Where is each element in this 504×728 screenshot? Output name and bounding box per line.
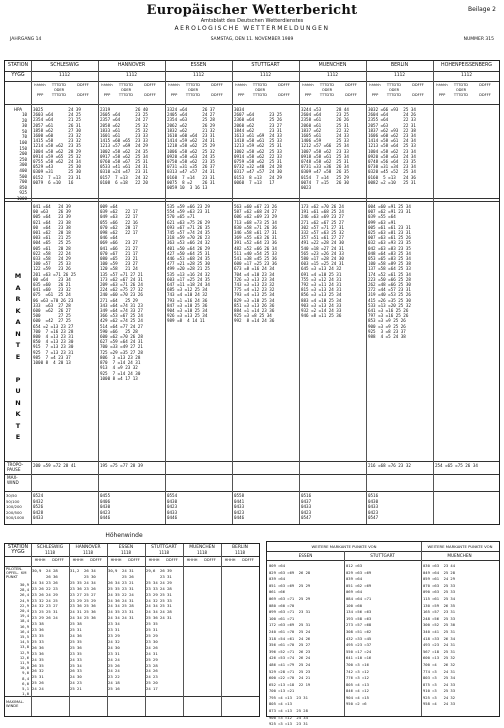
lower-left-table [4,543,260,717]
col-head-oder: ODER [388,88,400,92]
lower-col-b: DDFFF [52,558,64,562]
col-head-ddfff: DDFFF [345,83,357,87]
right-station-name: MUENCHEN [447,553,472,558]
table-rule [5,104,499,105]
lower-station-name: BERLIN [232,545,248,550]
hpa-level: 150 [19,145,27,151]
col-head-hhhhh: hhhhh [302,83,314,87]
col-head-tttdtd2: TTTDTD [319,93,335,97]
lower-station-data: 29,6 26 39 23 31 25 34 24 29 23 33 24 28 23 29 25 31 24 32 25 33 24 34 25 31 24 34 24 28 25 36 24 31 25 35 25 31 25 29 23 30 24 26 24 31 25 29 23 28 24 26 24 23 25 20 24 17 [146,568,172,692]
hpa-level: 10 [21,112,27,117]
station-shear: 0455 0406 0430 0423 0446 [100,493,111,521]
lower-col-b: DDFFF [128,558,140,562]
col-head-ddfff: DDFFF [278,83,290,87]
col-head-ddfff2: DDFFF [479,93,491,97]
marks-letter: R [15,295,21,303]
hpa-level: 1000 [16,196,27,201]
height-level: 9,0 [22,670,29,676]
height-level: 19,4 [19,613,29,619]
station-yygg: 1112 [393,73,406,78]
hpa-label: HPA [13,107,23,112]
station-yygg: 1112 [125,73,138,78]
jahrgang: JAHRGANG 14 [10,37,42,42]
col-head-ddfff: DDFFF [211,83,223,87]
col-head-oder: ODER [455,88,467,92]
lower-station-yygg: 1118 [82,550,94,555]
station-yygg: 1112 [192,73,205,78]
marks-letter: T [15,421,21,430]
col-head-ppp: PPP [170,93,178,97]
station-shear: 0558 0441 0433 0423 0446 [234,493,245,521]
table-rule [183,544,184,716]
col-head-tttdtd2: TTTDTD [386,93,402,97]
col-head-ddfff: DDFFF [412,83,424,87]
subtitle: Amtsblatt des Deutschen Wetterdienstes [200,18,304,24]
lower-station-data: 30,9 24 28 26 36 24 34 23 26 23 26 22 23 23 26 24 29 23 32 24 25 24 32 23 27 23 25 25 31 23 29 26 24 23 38 23 36 23 35 25 33 26 36 23 36 24 35 26 35 26 32 25 31 25 26 24 24 [32,568,58,692]
lower-col-a: HHHH [110,558,122,562]
table-rule [5,201,499,202]
col-head-ddfff2: DDFFF [345,93,357,97]
right-station-name: STUTTGART [370,553,395,558]
marks-letter: E [15,352,21,361]
marks-letter: A [15,283,21,292]
col-head-oder: ODER [187,88,199,92]
lower-station-data: 31,2 26 34 25 30 25 35 24 34 23 36 23 26 23 27 25 27 23 29 25 29 23 36 25 36 24 31 25 36 24 34 25 36 25 38 25 31 24 36 25 35 25 36 23 35 24 33 25 34 26 33 24 30 24 23 25 21 [70,568,96,692]
lower-yygg-label: YYGG [11,550,25,555]
table-rule [5,81,499,82]
col-head-tttdtd2: TTTDTD [453,93,469,97]
table-rule [5,198,499,199]
col-head-ddfff: DDFFF [144,83,156,87]
col-head-tttdtd: TTTDTD [185,83,201,87]
height-level: 20,4 [19,608,29,613]
lower-station-label: STATION [7,545,29,550]
hpa-level: 250 [19,156,27,162]
col-head-hhhhh: hhhhh [235,83,247,87]
lower-station-yygg: 1118 [158,550,170,555]
lower-station-data: 30,9 24 31 25 26 26 34 23 21 25 35 23 31 24 35 22 24 24 36 24 31 24 34 25 28 24 35 23 31 24 34 24 31 23 34 23 31 23 29 24 32 24 30 23 31 24 24 25 26 24 24 23 22 24 18 25 16 [108,568,134,692]
lower-station-name: ESSEN [118,545,134,550]
lower-station-yygg: 1118 [44,550,56,555]
table-rule [221,544,222,716]
hpa-level: 500 [19,173,27,179]
marks-letter: N [15,329,21,338]
beilage-label: Beilage 2 [467,6,496,13]
hpa-level: 100 [19,140,27,145]
station-main-data: 2319 26 40 2605 =64 23 25 2357 =64 24 27 2058 =62 25 32 1833 =61 25 32 1601 =61 23 33 1415 =60 =65 23 33 1213 =57 =69 24 29 1002 =58 =62 24 35 0917 =58 =62 25 34 0760 =58 =67 25 31 0533 =41 =61 24 31 0310 =24 =47 23 31 0157 7 =13 24 32 0108 6 =18 22 20 [100,107,148,185]
marks-letter: K [15,410,21,418]
issue-date: SAMSTAG, DEN 11. NOVEMBER 1989 [210,37,294,42]
table-rule [5,474,499,475]
height-level: 14,5 [19,639,29,645]
shear-label: 500/1000 [6,515,25,521]
lower-station-yygg: 1118 [234,550,246,555]
col-head-hhhhh: hhhhh [436,83,448,87]
table-rule [5,491,499,492]
hpa-level: 70 [21,134,27,140]
station-yygg: 1112 [326,73,339,78]
station-main-data: 3324 =64 26 37 2405 =64 24 27 2354 =63 25 28 2062 =62 26 29 1832 =62 21 32 1610 =60 =64 23 31 1414 =59 =62 24 31 1218 =58 =62 25 29 1006 =58 =62 25 32 0920 =58 =63 24 35 0750 =58 =62 23 35 0731 =31 =35 26 37 0313 =47 =57 24 31 0160 7 =14 23 31 0075 8 =2 26 31 0059 10 3 16 13 [167,107,215,191]
col-head-ddfff2: DDFFF [77,93,89,97]
station-marks-data: 173 =62 =70 26 24 191 =61 =68 25 24 246 =63 =69 23 27 271 =62 =67 25 27 302 =57 =71 27 31 332 =57 =63 25 32 357 =51 =61 27 27 491 =22 =28 24 30 540 =18 =27 24 31 565 =23 =26 24 33 580 =17 =28 24 30 603 =15 =25 24 31 645 =3 =13 24 32 691 =4 =10 25 31 755 =3 =12 24 31 792 =3 =11 24 31 815 =3 =13 24 31 856 =3 =13 25 34 883 =4 =10 25 34 903 =3 =13 24 33 932 =2 =14 24 33 946 =8 =11 25 36 [301,204,344,319]
hpa-level: 30 [21,123,27,129]
table-rule [421,542,422,716]
yygg-label: YYGG [11,73,25,78]
station-name: HOHENPEISSENBERG [440,63,493,68]
hpa-level: 700 [19,179,27,185]
table-rule [366,61,367,524]
station-shear: 0554 0430 0423 0433 0446 [167,493,178,521]
right-header: WEITERE MARKANTE PUNKTE VON [311,544,377,549]
col-head-ppp: PPP [438,93,446,97]
maxwind-label: MAX- WIND [7,475,19,485]
col-head-tttdtd: TTTDTD [118,83,134,87]
table-rule [98,61,99,524]
height-level: 16,9 [19,623,29,629]
right-station-data: 030 =63 23 44 049 =64 25 28 059 =61 24 29 070 =63 25 33 090 =63 25 33 115 =61 25 34 130 =59 26 35 165 =57 23 31 248 =56 25 33 300 =52 25 30 340 =41 25 31 418 =33 26 34 493 =23 24 31 567 =18 25 31 600 =13 25 32 700 =4 26 32 774 =3 24 31 803 =3 25 34 875 =3 24 33 910 =3 25 33 925 =3 24 32 958 =4 24 33 [423,563,456,707]
station-main-data: 3034 2607 =64 23 25 2360 =64 25 26 2060 =62 23 27 1844 =62 23 31 1613 =61 =69 24 33 1418 =58 =61 25 33 1213 =59 =62 25 31 1002 =58 =62 25 33 0914 =58 =62 22 33 0759 =58 =62 25 31 0732 =32 =40 24 28 0317 =47 =57 24 30 0153 8 =13 24 29 0060 7 =13 17 [234,107,282,185]
issue-number: NUMMER 315 [463,37,494,42]
col-head-hhhhh: hhhhh [101,83,113,87]
station-name: MUENCHEN [318,63,347,68]
height-level: 12,9 [19,649,29,655]
col-head-ddfff: DDFFF [479,83,491,87]
lower-station-name: STUTTGART [151,545,177,550]
table-rule [5,461,499,462]
maximal-winde-label: MAXIMAL- WINDE [6,700,24,709]
col-head-ddfff: DDFFF [77,83,89,87]
marks-letter: E [15,433,21,441]
lower-col-a: HHHH [186,558,198,562]
col-head-ppp: PPP [304,93,312,97]
lower-right-table [266,541,500,727]
table-rule [433,61,434,524]
station-yygg: 1112 [460,73,473,78]
station-marks-data: 041 =64 24 39 00 =63 26 39 005 =64 23 39 021 =64 23 38 00 =64 23 38 001 =62 20 18 003 =61 21 25 004 =65 25 25 005 =61 20 28 022 =58 22 24 033 =58 24 29 100 =57 25 33 122 =59 23 26 201 =63 =71 26 25 00 =64 23 34 035 =60 26 21 041 =60 23 32 075 =61 25 24 06 =63 =70 26 23 333 =63 27 28 600 =62 26 27 500 27 25 600 =42 27 25 654 =2 =13 23 27 700 7 =16 23 28 800 4 =13 23 31 850 4 =13 23 30 915 7 =13 23 30 925 7 =13 23 31 985 7 =4 23 37 1000 8 4 20 13 [33,204,76,366]
lower-col-a: HHHH [224,558,236,562]
km-label: KM [21,571,27,575]
table-rule [5,71,499,72]
marks-letter: U [15,387,21,395]
right-station-data: 012 =63 029 =63 =69 039 =64 051 =62 =69 069 =64 084 =64 =71 100 =60 134 =56 =63 193 =58 =63 273 =57 =68 308 =51 =62 432 =33 =45 495 =23 =37 550 =17 =24 641 =10 =16 700 =3 =16 742 =3 =12 776 =3 =12 805 =4 =13 846 =4 =12 904 =4 =15 950 =2 =6 [346,563,372,707]
height-level: 6,0 [22,680,29,686]
lower-col-b: DDFFF [242,558,254,562]
station-tropo: 254 =65 =75 26 34 [435,463,478,468]
height-level: 18,4 [19,618,29,624]
hpa-level: 200 [19,151,27,157]
height-level: 1,0 [22,691,29,697]
height-level: 10,0 [19,665,29,671]
tropo-label: TROPO- PAUSE [7,462,24,472]
lower-col-b: DDFFF [204,558,216,562]
hpa-level: 925 [19,190,27,196]
col-head-ddfff2: DDFFF [144,93,156,97]
station-tropo: 200 =59 =72 28 41 [33,463,76,468]
shear-label: 100/200 [6,504,22,510]
table-rule [267,560,499,561]
col-head-ddfff2: DDFFF [211,93,223,97]
marks-letter: K [15,306,21,315]
col-head-oder: ODER [53,88,65,92]
col-head-tttdtd: TTTDTD [252,83,268,87]
shear-label: 200/500 [6,509,22,515]
hpa-level: 300 [19,162,27,168]
marks-letter: M [14,272,22,280]
station-marks-data: 009 =64 039 =62 22 17 049 =63 22 17 055 =66 22 16 070 =62 20 17 098 =62 22 17 046 =64 069 =66 23 27 041 =66 21 27 070 =67 21 17 080 =65 23 21 100 =59 23 27 120 =58 21 24 135 =57 =71 27 21 173 =62 =67 24 31 209 =63 =71 26 24 224 =62 =75 27 32 240 =60 =70 23 26 271 =64 25 29 343 =64 =74 31 23 349 =64 =74 33 27 366 =53 =67 25 24 429 =62 =74 25 24 514 =64 =77 24 27 590 =66 25 28 600 =62 =70 26 28 627 =59 =64 24 31 700 =33 =49 27 21 725 =29 =35 27 28 806 3 =13 23 28 870 7 =14 24 31 913 4 =9 23 32 925 7 =14 24 30 1000 8 =4 17 13 [100,204,143,381]
station-name: HANNOVER [117,63,146,68]
station-name: STUTTGART [251,63,280,68]
hpa-level: 850 [19,184,27,190]
col-head-tttdtd: TTTDTD [319,83,335,87]
table-rule [299,61,300,524]
lower-station-name: HANNOVER [75,545,101,550]
station-name: SCHLESWIG [50,63,79,68]
height-level: 15,5 [19,634,29,639]
station-shear: 0516 0437 0433 0423 0547 [301,493,312,521]
lower-col-a: HHHH [72,558,84,562]
height-level: 26,4 [19,592,29,598]
height-level: 12,6 [19,654,29,660]
station-marks-data: 535 =59 =66 23 29 554 =59 =63 23 31 570 =65 =71 621 =63 =75 26 29 693 =67 =71 26 35 745 =57 =74 24 35 318 =59 =70 26 23 363 =53 =66 24 32 401 =50 =64 26 29 427 =50 =64 25 31 446 =53 =68 24 35 477 =21 =28 25 30 499 =20 =28 21 25 535 =13 =16 24 32 603 =17 =25 24 35 647 =11 =18 24 34 685 =3 =12 25 34 743 =4 =10 24 32 793 =1 =16 24 36 847 =3 =10 25 36 904 =3 =10 25 34 926 =3 =13 25 34 989 =8 4 14 11 [167,204,210,324]
station-marks-data: 563 =60 =67 23 26 587 =62 =68 24 27 606 =62 =69 23 29 713 =68 =73 25 34 830 =58 =71 26 36 346 =58 =61 27 31 369 =55 =63 26 31 391 =52 =64 23 36 482 =52 =66 26 34 511 =40 =54 25 33 541 =38 =45 25 36 600 =17 =25 23 36 673 =8 =16 24 34 704 =4 =10 23 34 726 =3 =13 23 34 743 =3 =13 23 32 775 =4 =12 23 32 793 =4 =13 25 34 829 =3 =10 25 34 851 =3 =13 26 36 884 =1 =14 23 36 925 =3 =8 25 34 992 8 =14 24 36 [234,204,277,324]
station-main-data: 3032 =66 =93 25 34 2604 =64 24 26 2355 =64 22 33 2057 =63 22 31 1837 =62 =93 22 38 1606 =60 =62 23 34 1414 =58 =61 24 34 1213 =58 =64 25 33 1004 =58 =62 23 34 0920 =58 =63 24 34 0748 =56 =64 23 35 0730 =31 =34 23 34 0320 =45 =52 25 34 0160 5 =13 24 36 0082 =2 =10 25 31 [368,107,416,185]
station-shear: 0524 0432 0526 0428 0433 [33,493,44,521]
piloten-label: PILOTEN- OPFEL- PUNKT [6,567,23,580]
col-head-tttdtd2: TTTDTD [185,93,201,97]
lower-station-name: MUENCHEN [189,545,215,550]
lower-title: Höhenwinde [105,532,143,539]
marks-letter: N [15,398,21,407]
table-rule [31,61,32,524]
col-head-tttdtd2: TTTDTD [51,93,67,97]
station-label: STATION [7,63,29,68]
height-level: 13,8 [19,644,29,650]
table-rule [267,551,499,552]
table-rule [344,551,345,716]
col-head-ddfff2: DDFFF [412,93,424,97]
lower-station-yygg: 1118 [196,550,208,555]
col-head-oder: ODER [321,88,333,92]
marks-letter: A [15,318,21,326]
lower-col-a: HHHH [148,558,160,562]
document-title: Europäischer Wetterbericht [146,3,358,18]
station-yygg: 1112 [259,73,272,78]
height-level: 28,4 [19,587,29,593]
right-station-name: ESSEN [298,553,313,558]
hpa-level: 20 [21,117,27,123]
height-level: 24,9 [19,597,29,603]
station-tropo: 216 =68 =76 23 32 [368,463,411,468]
lower-station-yygg: 1118 [120,550,132,555]
marks-letter: P [15,375,21,384]
station-main-data: 3025 24 39 2603 =64 24 25 2354 =64 21 25 2057 =61 26 31 1858 =62 27 30 1600 =60 23 32 1415 =58 23 32 1214 =58 =62 23 35 1004 =58 =62 28 29 0914 =59 =65 25 32 0755 =58 =62 24 34 0529 =43 25 30 0309 =31 25 30 0152 7 =13 23 31 0079 6 =10 16 [33,107,81,185]
height-level: 5,1 [22,686,29,691]
station-tropo: 195 =75 =77 28 39 [100,463,143,468]
col-head-hhhhh: hhhhh [369,83,381,87]
col-head-tttdtd2: TTTDTD [252,93,268,97]
col-head-oder: ODER [120,88,132,92]
table-rule [232,61,233,524]
height-level: 16,4 [19,628,29,634]
lower-station-name: SCHLESWIG [36,545,64,550]
lower-col-a: HHHH [34,558,46,562]
station-name: ESSEN [190,63,207,68]
height-level: 8,4 [22,675,29,681]
station-main-data: 3244 =53 28 44 2604 =64 23 25 2358 =61 26 26 2060 =61 25 31 1837 =62 22 32 1605 =61 24 33 1406 =59 25 33 1212 =57 =66 25 34 1007 =58 =62 23 33 0918 =58 =61 25 34 0748 =58 =62 25 31 0731 =33 =36 26 34 0309 =47 =58 26 35 0154 7 =14 25 29 0074 7 =15 26 30 0023 [301,107,349,191]
hpa-level: 50 [21,128,27,134]
section-subtitle: AEROLOGISCHE WETTERMELDUNGEN [174,25,330,32]
lower-col-b: DDFFF [90,558,102,562]
col-head-hhhhh: hhhhh [34,83,46,87]
station-name: BERLIN [390,63,409,68]
col-head-ppp: PPP [103,93,111,97]
col-head-tttdtd: TTTDTD [453,83,469,87]
height-level: 30,9 [19,582,29,587]
col-head-oder: ODER [254,88,266,92]
lower-col-b: DDFFF [166,558,178,562]
upper-table [4,60,500,525]
col-head-hhhhh: hhhhh [168,83,180,87]
right-header: WEITERE MARKANTE PUNKTE VON [427,544,493,549]
station-marks-data: 004 =60 =91 25 34 007 =62 =91 23 31 039 =55 =64 099 =63 =91 005 =61 =61 23 31 025 =63 =81 23 31 007 =63 =61 25 26 032 =63 =93 23 35 042 =63 =83 23 35 048 =64 =83 25 34 053 =65 =83 25 34 100 =58 =89 25 38 137 =58 =64 25 33 174 =52 =61 25 34 223 =50 =66 25 28 262 =48 =66 25 30 272 =44 =57 23 31 319 =40 =53 25 26 415 =26 =35 25 30 533 =13 =20 25 32 641 =3 =16 25 26 797 =3 =16 25 26 853 =3 =9 25 26 900 =3 =9 25 26 925 3 =8 23 37 988 4 =5 24 38 [368,204,411,340]
col-head-ppp: PPP [371,93,379,97]
hpa-level: 400 [19,168,27,173]
col-head-ddfff2: DDFFF [278,93,290,97]
shear-label: 50/100 [6,498,20,504]
shear-label: 30/50 [6,493,17,498]
height-level: 11,9 [19,660,29,665]
height-level: 22,9 [19,602,29,608]
marks-letter: T [15,341,21,349]
station-shear: 0516 0430 0433 0423 0547 [368,493,379,521]
table-rule [165,61,166,524]
right-station-data: 009 =64 029 =63 =69 26 28 039 =64 051 =63 =69 25 29 061 =66 069 =63 =71 25 29 080 =60 =70 099 =63 =71 23 31 100 =61 =71 172 =63 =69 25 31 240 =61 =70 25 24 318 =54 =61 24 26 356 =61 =70 25 27 396 =52 =71 26 23 426 =53 =74 26 24 486 =41 =79 25 24 529 =28 =71 25 23 600 =22 =70 24 21 652 =13 =18 22 19 700 =13 =21 795 =4 =13 23 31 805 =4 =13 873 =4 =13 25 28 900 =3 =12 24 34 925 =3 =13 23 31 [269,563,311,727]
col-head-tttdtd2: TTTDTD [118,93,134,97]
col-head-tttdtd: TTTDTD [386,83,402,87]
station-yygg: 1112 [58,73,71,78]
col-head-ppp: PPP [237,93,245,97]
col-head-ppp: PPP [36,93,44,97]
col-head-tttdtd: TTTDTD [51,83,67,87]
